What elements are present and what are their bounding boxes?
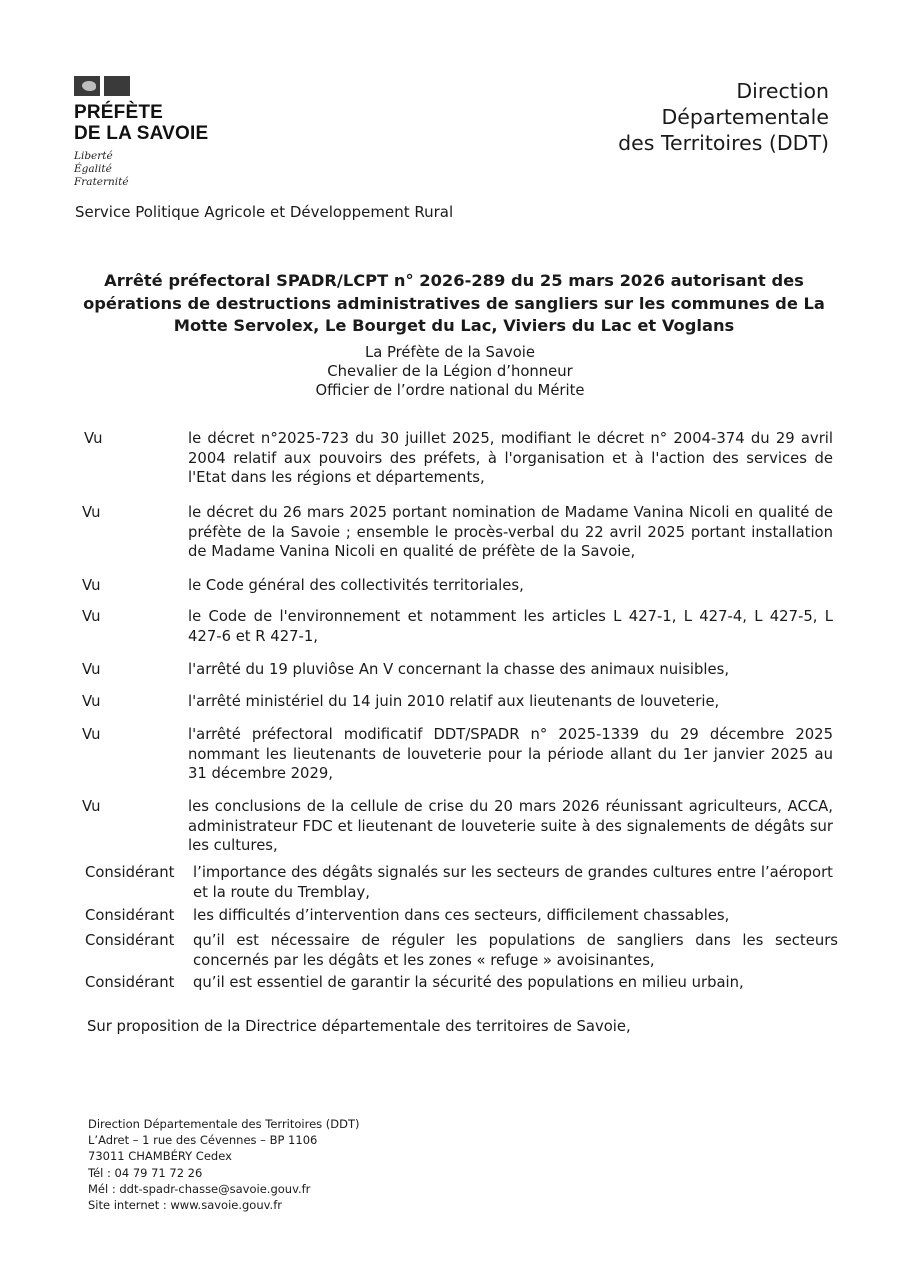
clause-text: qu’il est nécessaire de réguler les populations de sangliers dans les secteurs concernés par les dégâts et les zones « refuge » avoisinantes, bbox=[193, 932, 838, 969]
clause-label: Vu bbox=[82, 577, 101, 594]
clause-text: l'arrêté préfectoral modificatif DDT/SPADR n° 2025-1339 du 29 décembre 2025 nommant les lieutenants de louveterie pour la période allant du 1er janvier 2025 au 31 décembre 2029, bbox=[188, 726, 833, 782]
footer-address: Direction Départementale des Territoires (DDT) L’Adret – 1 rue des Cévennes – BP 1106 73011 CHAMBÉRY Cedex Tél : 04 79 71 72 26 Mél : ddt-spadr-chasse@savoie.gouv.fr Site internet : www.savoie.gouv.fr bbox=[88, 1117, 360, 1213]
clause-label: Vu bbox=[82, 693, 101, 710]
clause-label: Considérant bbox=[85, 864, 175, 881]
signatory-block: La Préfète de la Savoie Chevalier de la Légion d’honneur Officier de l’ordre national du Mérite bbox=[315, 344, 585, 399]
clause-label: Vu bbox=[84, 430, 103, 447]
document-title: Arrêté préfectoral SPADR/LCPT n° 2026-289 du 25 mars 2026 autorisant des opérations de destructions administratives de sangliers sur les communes de La Motte Servolex, Le Bourget du Lac, Viviers du Lac et Voglans bbox=[83, 271, 825, 335]
clause-label: Vu bbox=[82, 504, 101, 521]
clause-label: Vu bbox=[82, 726, 101, 743]
clause-label: Considérant bbox=[85, 932, 175, 949]
clause-label: Vu bbox=[82, 608, 101, 625]
republic-motto: Liberté Égalité Fraternité bbox=[74, 150, 129, 188]
clause-text: le Code général des collectivités territoriales, bbox=[188, 577, 524, 594]
clause-text: l’importance des dégâts signalés sur les secteurs de grandes cultures entre l’aéroport et la route du Tremblay, bbox=[193, 864, 833, 901]
clause-text: l'arrêté ministériel du 14 juin 2010 relatif aux lieutenants de louveterie, bbox=[188, 693, 720, 710]
direction-heading: Direction Départementale des Territoires (DDT) bbox=[618, 79, 829, 155]
clause-text: le décret n°2025-723 du 30 juillet 2025, modifiant le décret n° 2004-374 du 29 avril 2004 relatif aux pouvoirs des préfets, à l'organisation et à l'action des services de l'Etat dans les régions et départements, bbox=[188, 430, 833, 486]
clause-text: les conclusions de la cellule de crise du 20 mars 2026 réunissant agriculteurs, ACCA, administrateur FDC et lieutenant de louveterie suite à des signalements de dégâts sur les cultures, bbox=[188, 798, 833, 854]
clause-label: Considérant bbox=[85, 974, 175, 991]
service-name: Service Politique Agricole et Développement Rural bbox=[75, 203, 454, 221]
prefecture-name: PRÉFÈTE DE LA SAVOIE bbox=[74, 102, 209, 144]
clause-label: Vu bbox=[82, 798, 101, 815]
clause-text: l'arrêté du 19 pluviôse An V concernant la chasse des animaux nuisibles, bbox=[188, 661, 730, 678]
proposition-text: Sur proposition de la Directrice départementale des territoires de Savoie, bbox=[87, 1018, 631, 1035]
clause-text: le décret du 26 mars 2025 portant nomination de Madame Vanina Nicoli en qualité de préfète de la Savoie ; ensemble le procès-verbal du 22 avril 2025 portant installation de Madame Vanina Nicoli en qualité de préfète de la Savoie, bbox=[188, 504, 833, 560]
clause-label: Vu bbox=[82, 661, 101, 678]
clause-label: Considérant bbox=[85, 907, 175, 924]
marianne-flag-icon bbox=[74, 76, 130, 96]
prefecture-logo bbox=[74, 76, 208, 189]
clause-text: qu’il est essentiel de garantir la sécurité des populations en milieu urbain, bbox=[193, 974, 744, 991]
clause-text: le Code de l'environnement et notamment les articles L 427-1, L 427-4, L 427-5, L 427-6 et R 427-1, bbox=[188, 608, 833, 645]
clause-text: les difficultés d’intervention dans ces secteurs, difficilement chassables, bbox=[193, 907, 730, 924]
